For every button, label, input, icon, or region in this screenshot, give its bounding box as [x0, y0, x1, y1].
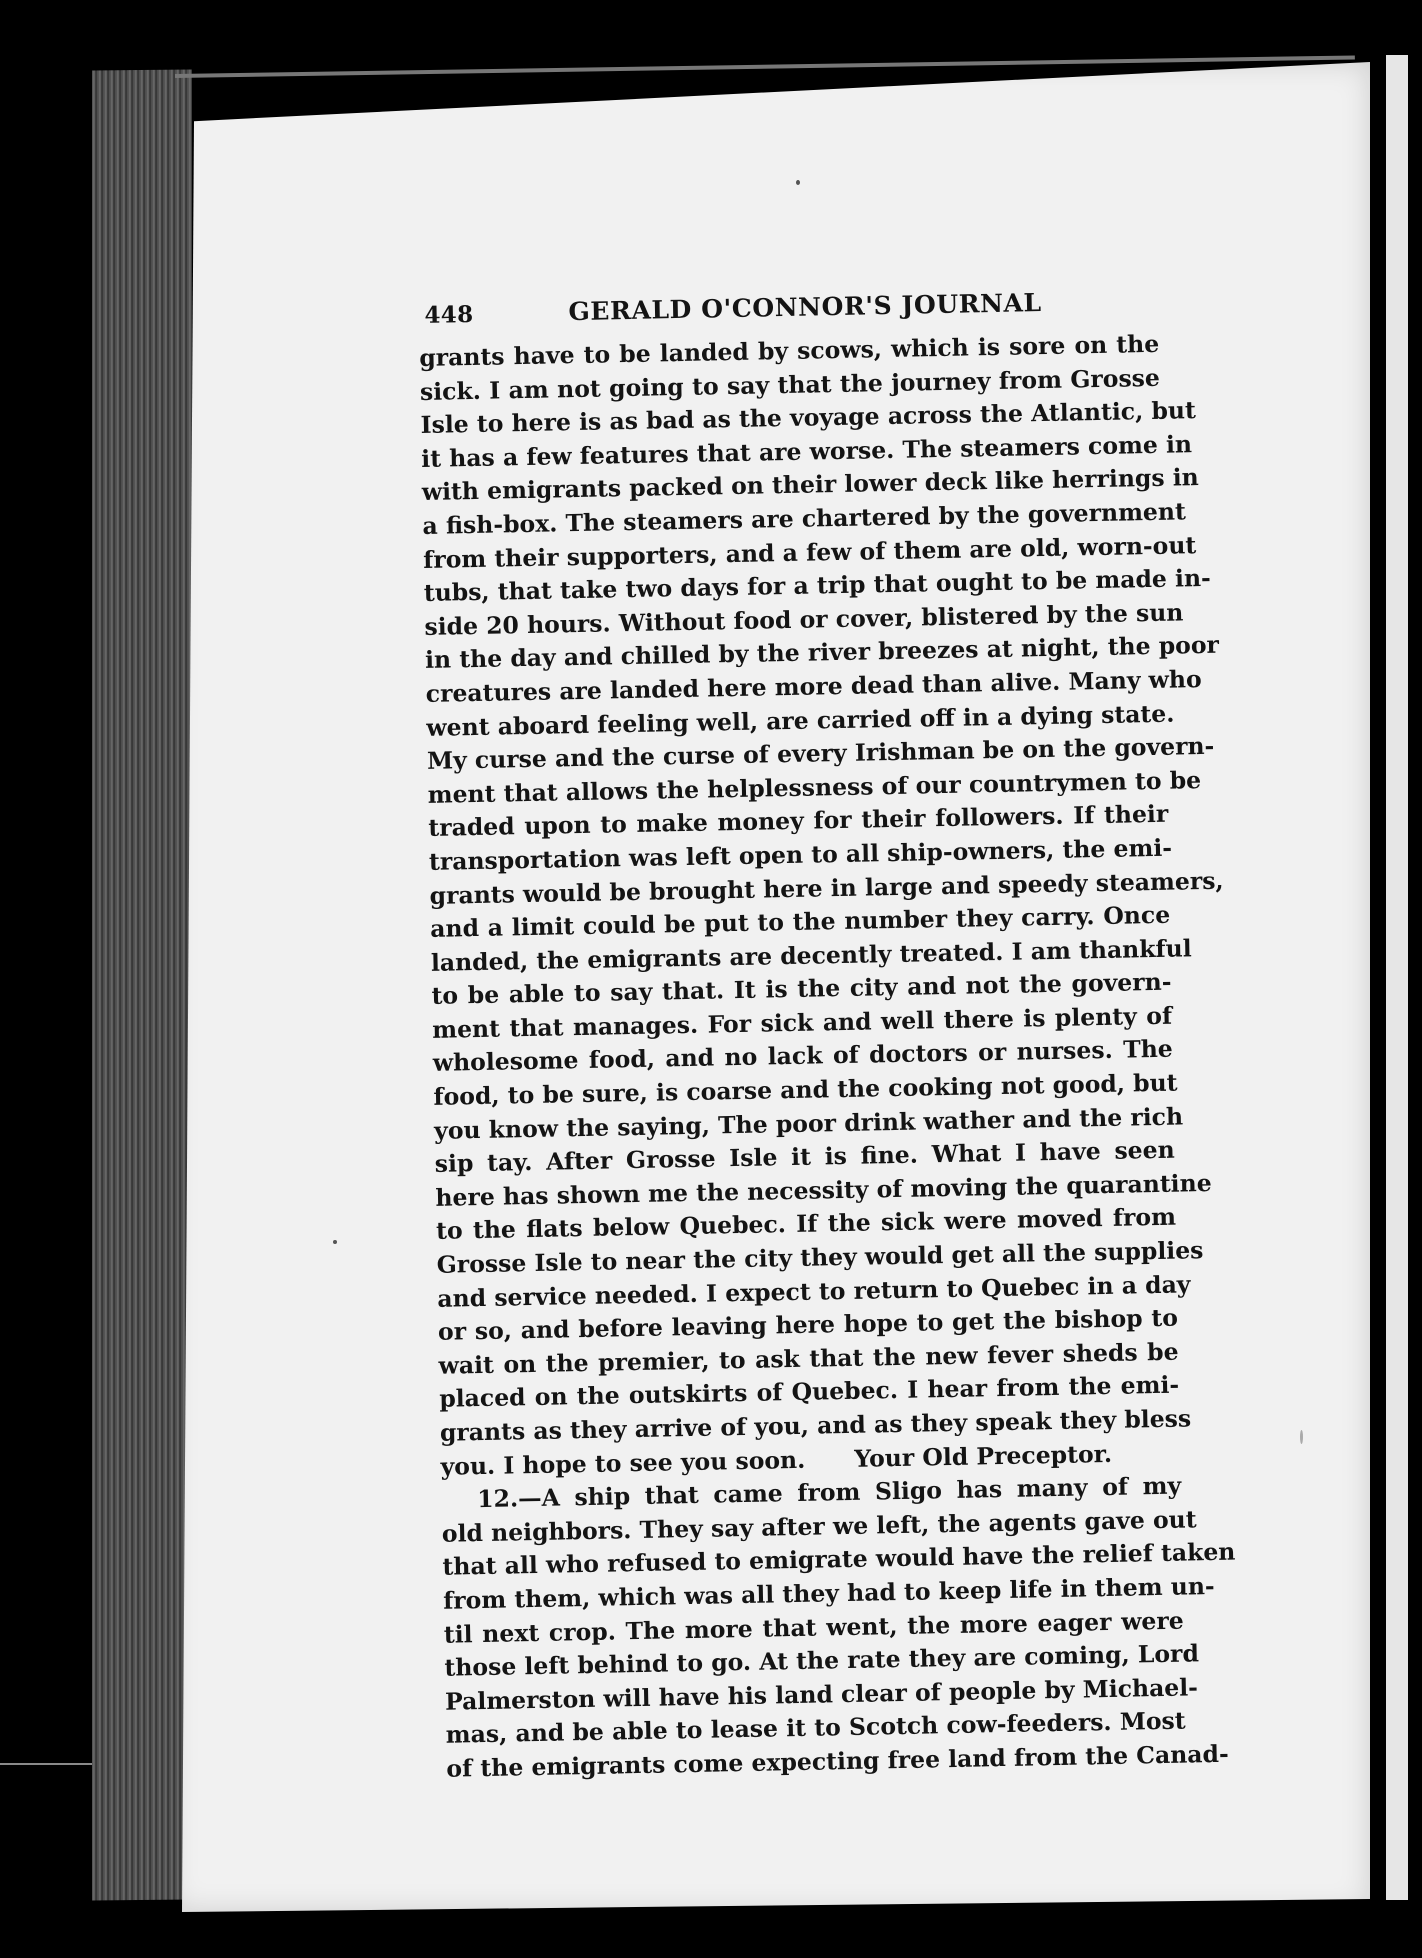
- text-line: a fish-box. The steamers are chartered by the government: [422, 497, 1187, 540]
- text-line: traded upon to make money for their followers. If their: [428, 800, 1169, 843]
- dust-speck: [796, 180, 800, 185]
- facing-page-edge: [1386, 55, 1408, 1900]
- text-line: old neighbors. They say after we left, the agents gave out: [441, 1505, 1197, 1548]
- page-edges: [92, 69, 192, 1900]
- text-line: to be able to say that. It is the city and not the govern-: [431, 967, 1172, 1011]
- text-line: food, to be sure, is coarse and the cooking not good, but: [433, 1068, 1178, 1111]
- text-line: to the flats below Quebec. If the sick were moved from: [435, 1203, 1177, 1246]
- text-line: placed on the outskirts of Quebec. I hear from the emi-: [439, 1370, 1180, 1414]
- text-line: here has shown me the necessity of moving the quarantine: [435, 1168, 1212, 1212]
- text-line: those left behind to go. At the rate they are coming, Lord: [444, 1639, 1200, 1682]
- text-line: went aboard feeling well, are carried off in a dying state.: [426, 699, 1175, 742]
- text-line: Isle to here is as bad as the voyage across the Atlantic, but: [420, 396, 1197, 440]
- text-line: with emigrants packed on their lower deck like herrings in: [421, 463, 1200, 507]
- body-text: [419, 328, 1236, 1786]
- text-line: or so, and before leaving here hope to get the bishop to: [437, 1303, 1179, 1347]
- text-line: landed, the emigrants are decently treated. I am thankful: [430, 933, 1192, 977]
- text-line: ment that allows the helplessness of our countrymen to be: [427, 765, 1202, 809]
- text-line: that all who refused to emigrate would have the relief taken: [442, 1537, 1236, 1582]
- text-line: grants would be brought here in large and speedy steamers,: [429, 866, 1224, 910]
- text-line: sick. I am not going to say that the journey from Grosse: [419, 363, 1161, 406]
- text-line: wait on the premier, to ask that the new fever sheds be: [438, 1337, 1179, 1380]
- text-line: from them, which was all they had to keep life in them un-: [442, 1571, 1215, 1615]
- text-line: it has a few features that are worse. The steamers come in: [420, 429, 1193, 473]
- text-block: [418, 276, 1236, 1786]
- text-line: ment that manages. For sick and well there is plenty of: [431, 1001, 1173, 1044]
- text-line: of the emigrants come expecting free land from the Canad-: [446, 1739, 1229, 1783]
- text-line: til next crop. The more that went, the more eager were: [443, 1606, 1184, 1649]
- text-line: Palmerston will have his land clear of people by Michael-: [444, 1673, 1199, 1716]
- text-line: wholesome food, and no lack of doctors or nurses. The: [432, 1035, 1173, 1078]
- text-line: mas, and be able to lease it to Scotch cow-feeders. Most: [445, 1706, 1186, 1750]
- text-line: sip tay. After Grosse Isle it is fine. What I have seen: [434, 1135, 1175, 1179]
- text-line: Grosse Isle to near the city they would get all the supplies: [436, 1236, 1204, 1279]
- running-title: GERALD O'CONNOR'S JOURNAL: [568, 288, 1042, 327]
- dust-speck: [333, 1240, 337, 1244]
- text-line: creatures are landed here more dead than alive. Many who: [425, 664, 1202, 708]
- text-line: and service needed. I expect to return to Quebec in a day: [437, 1269, 1191, 1313]
- text-line: and a limit could be put to the number they carry. Once: [430, 900, 1171, 943]
- text-line: you know the saying, The poor drink wather and the rich: [433, 1102, 1184, 1145]
- text-line: you. I hope to see you soon. Your Old Preceptor.: [440, 1439, 1113, 1481]
- text-line: grants have to be landed by scows, which is sore on the: [419, 329, 1160, 372]
- text-line: tubs, that take two days for a trip that ought to be made in-: [423, 563, 1212, 608]
- scan-artifact-line: [0, 1763, 92, 1765]
- text-line: My curse and the curse of every Irishman be on the govern-: [426, 731, 1215, 776]
- text-line: side 20 hours. Without food or cover, blistered by the sun: [424, 598, 1184, 641]
- text-line: transportation was left open to all ship-owners, the emi-: [428, 833, 1173, 876]
- page-number: 448: [424, 300, 474, 329]
- text-line: 12.—A ship that came from Sligo has many of my: [476, 1471, 1182, 1514]
- text-line: in the day and chilled by the river breezes at night, the poor: [424, 631, 1220, 675]
- text-line: grants as they arrive of you, and as they speak they bless: [439, 1404, 1192, 1447]
- text-line: from their supporters, and a few of them are old, worn-out: [422, 530, 1197, 574]
- dust-speck: [1300, 1430, 1303, 1444]
